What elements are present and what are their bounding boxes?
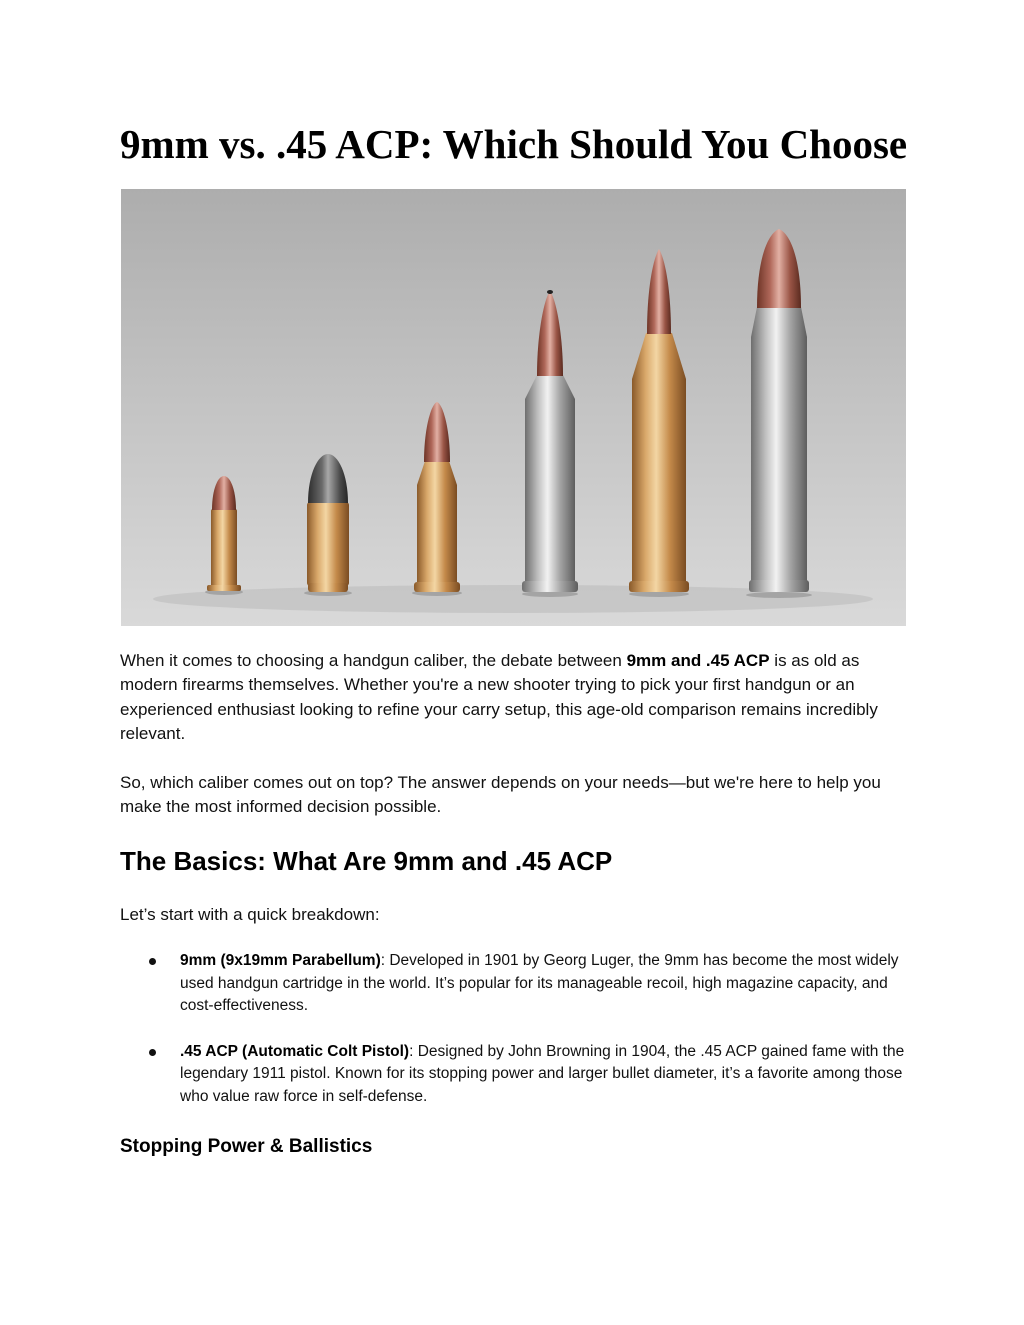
summary-paragraph: So, which caliber comes out on top? The answer depends on your needs—but we're here to help you make the most informed decision possible. [120, 773, 881, 817]
term-9mm: 9mm (9x19mm Parabellum) [180, 952, 381, 969]
stopping-power-heading: Stopping Power & Ballistics [120, 1136, 373, 1157]
intro-highlight: 9mm and .45 ACP [626, 651, 770, 670]
term-45acp: .45 ACP (Automatic Colt Pistol) [180, 1042, 410, 1060]
desc-9mm: : Developed in 1901 by Georg Luger, the 9mm has become the most widely used handgun cartridge in the world. It’s popular for its manageable recoil, high magazine capacity, and cost-effectiveness. [180, 952, 899, 1015]
intro-text-end: is as old as modern firearms themselves. Whether you're a new shooter trying to pick your first handgun or an experienced enthusiast looking to refine your carry setup, this age-old comparison remains incredibly relevant. [120, 651, 878, 744]
bullet-dot [149, 958, 156, 965]
list-item-9mm [120, 950, 910, 1018]
desc-45acp: : Designed by John Browning in 1904, the .45 ACP gained fame with the legendary 1911 pistol. Known for its stopping power and larger bullet diameter, it’s a favorite among those who value raw force in self-defense. [180, 1042, 905, 1105]
page-title: 9mm vs. .45 ACP: Which Should You Choose [120, 121, 908, 167]
cartridges-photo [121, 189, 906, 626]
caliber-list [120, 950, 920, 1132]
basics-lead: Let’s start with a quick breakdown: [120, 905, 380, 924]
intro-paragraph [120, 649, 912, 747]
bullet-dot [149, 1049, 156, 1056]
list-item-45acp [120, 1041, 910, 1109]
intro-text-start: When it comes to choosing a handgun caliber, the debate between [120, 651, 627, 670]
basics-heading: The Basics: What Are 9mm and .45 ACP [120, 846, 613, 876]
